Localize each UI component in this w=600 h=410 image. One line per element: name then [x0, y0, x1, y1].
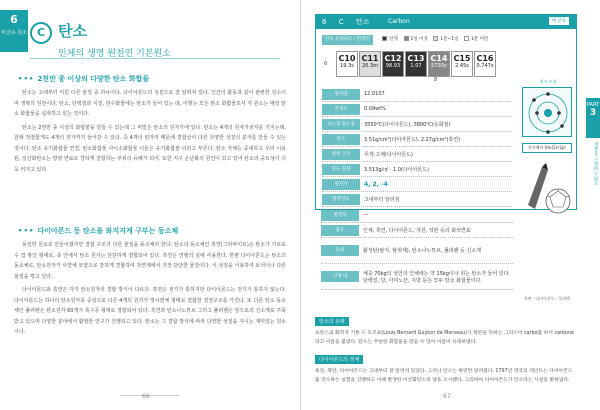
- part-tab: PART 3: [586, 98, 600, 138]
- chapter-subtitle: 인체의 생명 원천인 기본원소: [58, 49, 171, 59]
- paragraph: 탄소는 고대부터 익힌 다른 물질 중 하나이다. 다이아몬드의 성분으로 잘 알려져 있다. 인간의 활동과 같이 관련한 원소이며 생명의 원천이다. 탄소, 단백질과 지질, 탄수화물에는 탄소가 들어 있는 데, 이렇는 모든 탄소 화합물로서 각 원소는 매일 탄소 화합물을 섭취하고 있는 것이다.: [14, 90, 286, 117]
- property-row: 동위 활성탄(탈지, 탈취제), 탄소나노튜브, 풀러렌 등 신소재: [321, 238, 513, 264]
- property-table: [322, 87, 512, 207]
- info-box-heading: 탄소의 유래: [315, 317, 349, 326]
- legend-title: 탄소 동위원소 / 반감기: [322, 35, 373, 45]
- body-text-2: [14, 240, 286, 338]
- part-side-label: 생명을 구성하는 원소: [593, 142, 598, 186]
- drawing-caption: 흑연 · 다이아몬드 · 풀러렌: [523, 296, 571, 301]
- atom-model-caption: 원자 모형: [539, 79, 557, 84]
- legend-swatch: [433, 36, 438, 41]
- card-name: 탄소: [355, 18, 370, 26]
- isotope-legend: [322, 35, 488, 45]
- info-box-origin: [315, 308, 577, 347]
- chapter-header: [0, 0, 300, 62]
- legend-swatch: [464, 36, 469, 41]
- isotope-cell: C13 1.07: [405, 51, 427, 77]
- section-heading-2: ••• 다이아몬드 등 탄소를 좌지지게 구부는 동소체: [18, 227, 179, 235]
- isotope-cell: C16 0.747s: [474, 51, 496, 77]
- paragraph: 동일한 원소로 만들어졌지만 결합 구조가 다른 물질을 동소체라 한다. 탄소의 동소체인 흑연(그라파이트)은 탄소가 가로로 수 겹 쌓인 형태로, 층 안에서 탄소 원자는 단단하게 결합되어 있다. 흑연은 연필의 심에 사용한다. 한편 다이아몬드는 탄소의 동소체로, 탄소원자가 사면체 모양으로 강하게 결합하여 자연계에서 가장 단단한 물질이다. 이 성질을 이용하여 보석이나 다른 물질을 깎고 있다.: [14, 242, 286, 280]
- footer-rule: [120, 395, 180, 396]
- card-english-name: Carbon: [388, 18, 410, 25]
- fullerene-icon: [546, 189, 570, 213]
- isotope-cell: C10 19.3s: [336, 51, 358, 77]
- info-box-diamond: [315, 346, 577, 385]
- legend-swatch: [404, 36, 409, 41]
- property-row: 녹는점·끓는점 3550℃(다이아몬드), 3800℃(승화점): [322, 117, 512, 132]
- element-number: 6: [10, 13, 18, 26]
- atom-model-picture: [522, 79, 572, 137]
- property-row: 밀도·질량 3.513g/㎤ · 1.0(다이아몬드): [322, 162, 512, 177]
- legend-item: 1분~1일: [440, 37, 459, 42]
- element-data-card: [315, 14, 577, 210]
- legend-item: 안정: [389, 37, 399, 42]
- isotope-cell: C15 2.45s: [451, 51, 473, 77]
- legend-item: 1일 이상: [410, 37, 428, 42]
- property-row: 발견연도 고대부터 알려짐: [322, 192, 512, 207]
- info-box-text: 프랑스의 화학자 기톤 드 모르보(Louis Bernard Guyton de Morveau)가 목탄을 뜻하는 그리스어 carbo를 따서 carbone라고 이름을 붙였다. 탄소는 무한한 화합물을 만들 수 있어 이름이 유래하였다.: [315, 331, 574, 345]
- element-category: 비금속 원소: [1, 30, 27, 36]
- property-row: 용도 인체, 흑연, 다이아몬드, 자원, 석탄 등의 화석연료: [321, 223, 513, 238]
- pencil-icon: [528, 167, 548, 209]
- right-page: [300, 0, 600, 410]
- paragraph: 다이아몬드와 흑연은 각각 탄소원자의 결합 방식이 다르다. 흑연은 전기가 통하지만 다이아몬드는 전기가 통하지 않는다. 다이아몬드는 하나의 탄소원자를 중심으로 다른 4개의 원자가 정사면체 형태로 결합한 결정구조를 가진다. 또 다른 탄소 동소체인 풀러렌은 탄소원자 60개가 축구공 형태로 결합되어 있다. 흑연과 탄소나노튜브 그리고 풀러렌은 앞으로의 신소재로 주목받고 있으며 다양한 분야에서 활발한 연구가 진행되고 있다. 탄소는 그 결합 방식에 따라 다양한 성질을 지니는 재미있는 원소이다.: [14, 287, 286, 335]
- divider: [30, 58, 280, 59]
- electron-configuration: 전자배치 [He]2s²2p²: [522, 143, 572, 153]
- property-row: 원자가 4, 2, -4: [322, 177, 512, 192]
- isotope-cell: C12 98.93: [382, 51, 404, 77]
- isotope-cell: C14 5730y: [428, 51, 450, 77]
- category-tab: 비금속: [548, 16, 570, 26]
- property-row: 발견자 —: [321, 208, 513, 223]
- element-number-tag: [0, 10, 28, 52]
- info-box-heading: 다이아몬드의 정체: [315, 355, 363, 364]
- property-row: 결정 구조 무색·고체(다이아몬드): [322, 147, 512, 162]
- isotope-chart: [336, 51, 497, 83]
- property-table-continued: [321, 208, 513, 290]
- element-name: 탄소: [58, 22, 87, 40]
- graphite-diamond-fullerene-illustration: [522, 161, 574, 217]
- card-symbol: C: [338, 18, 344, 26]
- legend-item: 1분 미만: [470, 37, 489, 42]
- proton-axis-label: 6: [324, 61, 328, 67]
- property-row: 밀도 3.51g/cm³(다이아몬드), 2.27g/cm³(흑연): [322, 132, 512, 147]
- page-number-left: 66: [142, 393, 150, 400]
- body-text-1: [14, 88, 286, 175]
- card-number: 6: [322, 18, 327, 26]
- atom-model-icon: [523, 88, 573, 138]
- page-number-right: 67: [443, 393, 451, 400]
- isotope-cell: C11 20.3m: [359, 51, 381, 77]
- paragraph: 탄소는 2천만 종 이상의 화합물을 만들 수 있는데 그 비밀은 탄소의 원자가에 있다. 탄소는 4개의 원자가전자를 가지는데, 원래 적절함게도 4개의 전자까지 들어갈 수 있다. 즉 4개의 빈자리 때문에 결합상이 다른 다양한 성질의 분자를 만들 수 있는 것이다. 탄소 유기화합물 연결, 탄소화합물 사이소화합물 이들은 유기화합물 이라고 부른다. 탄소 자체는 중대하고 우리 이용된, 일산화탄소는 방향 연료로 강하게 결합하는 부위의 유해가 되어. 또한 지구 온난화의 원인이 되고 있어 탄소의 중요성이 더욱 커지고 있다.: [14, 124, 286, 173]
- property-row: 존재도 0.09wt%: [322, 102, 512, 117]
- neutron-axis-label: 8: [434, 77, 438, 83]
- element-symbol: C: [30, 22, 52, 44]
- property-row: 인체 내 체중 70kg의 성인의 인체에는 약 15kg이나 되는 탄소가 들어 있다. 단백질, 당, 아미노산, 지방 등은 모두 탄소 화합물이다.: [321, 264, 513, 290]
- section-heading-1: ••• 2천만 종 이상의 다양한 탄소 화합물: [18, 75, 150, 83]
- property-row: 원자량 12.0107: [322, 87, 512, 102]
- legend-swatch: [382, 36, 387, 41]
- card-header: [316, 15, 576, 29]
- info-box-text: 흑연, 목탄, 다이아몬드는 고대부터 잘 알려져 있었다. 그러나 탄소는 흑연만 알려졌다. 1797년 영국의 테넌트는 다이아몬드를 연소하는 실험을 진행하고 이때 발생한 이산화탄소의 양을 조사했다. 그리하여 다이아몬드가 탄소라는 사실을 밝혀냈다.: [315, 369, 573, 383]
